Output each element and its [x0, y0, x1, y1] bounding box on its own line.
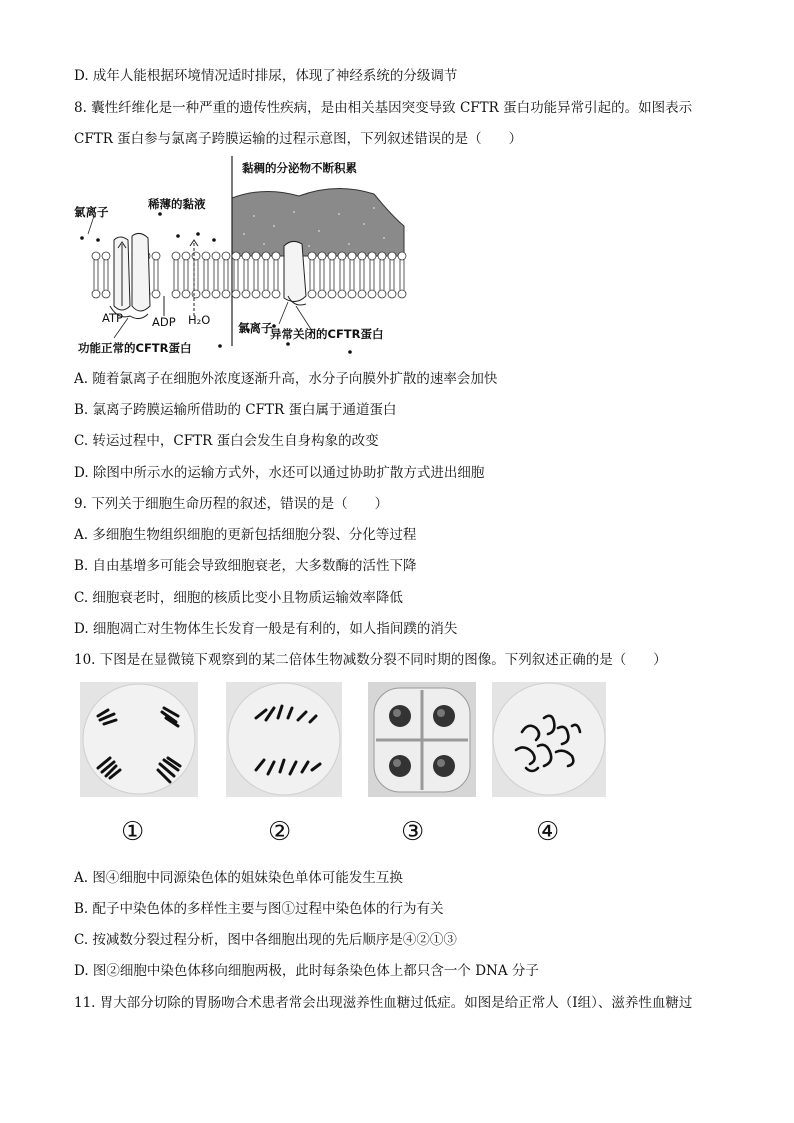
q10-option-b: B. 配子中染色体的多样性主要与图①过程中染色体的行为有关	[74, 901, 444, 917]
q10-option-a: A. 图④细胞中同源染色体的姐妹染色单体可能发生互换	[74, 870, 403, 886]
q10-option-c: C. 按减数分裂过程分析，图中各细胞出现的先后顺序是④②①③	[74, 932, 457, 948]
h2o-label: H₂O	[188, 313, 211, 327]
q8-option-a: A. 随着氯离子在细胞外浓度逐渐升高，水分子向膜外扩散的速率会加快	[74, 371, 498, 387]
micrograph-3	[368, 682, 476, 797]
micrograph-1	[80, 682, 198, 797]
abnormal-cftr-protein	[284, 241, 306, 305]
q10-option-d: D. 图②细胞中染色体移向细胞两极，此时每条染色体上都只含一个 DNA 分子	[74, 963, 539, 979]
normal-cftr-label: 功能正常的CFTR蛋白	[78, 341, 192, 355]
figure-label-1: ①	[121, 817, 145, 847]
thick-mucus-region	[232, 188, 404, 256]
q9-option-c: C. 细胞衰老时，细胞的核质比变小且物质运输效率降低	[74, 590, 403, 606]
q7-option-d: D. 成年人能根据环境情况适时排尿，体现了神经系统的分级调节	[74, 68, 458, 84]
chloride-label-bottom: 氯离子	[238, 321, 273, 335]
thin-mucus-label: 稀薄的黏液	[148, 197, 206, 211]
q9-option-d: D. 细胞凋亡对生物体生长发育一般是有利的，如人指间蹼的消失	[74, 621, 458, 637]
q8-stem-line1: 8. 囊性纤维化是一种严重的遗传性疾病，是由相关基因突变导致 CFTR 蛋白功能异常引起的。如图表示	[74, 100, 693, 116]
figure-label-4: ④	[536, 817, 560, 847]
mucus-label: 黏稠的分泌物不断积累	[242, 161, 357, 175]
figure-label-3: ③	[401, 817, 425, 847]
q8-stem-line2: CFTR 蛋白参与氯离子跨膜运输的过程示意图，下列叙述错误的是（ ）	[74, 131, 523, 147]
adp-label: ADP	[152, 315, 176, 329]
atp-label: ATP	[102, 311, 123, 325]
micrograph-2	[226, 682, 342, 797]
q11-stem: 11. 胃大部分切除的胃肠吻合术患者常会出现滋养性血糖过低症。如图是给正常人（Ⅰ组）、滋养性血糖过	[74, 995, 693, 1011]
figure-label-2: ②	[268, 817, 292, 847]
q8-option-b: B. 氯离子跨膜运输所借助的 CFTR 蛋白属于通道蛋白	[74, 402, 397, 418]
q8-option-d: D. 除图中所示水的运输方式外，水还可以通过协助扩散方式进出细胞	[74, 465, 485, 481]
q8-option-c: C. 转运过程中，CFTR 蛋白会发生自身构象的改变	[74, 433, 379, 449]
micrograph-4	[492, 682, 606, 797]
chloride-label-top: 氯离子	[74, 205, 109, 219]
normal-cftr-protein	[110, 233, 150, 318]
cftr-diagram	[74, 156, 434, 362]
q9-option-b: B. 自由基增多可能会导致细胞衰老，大多数酶的活性下降	[74, 558, 417, 574]
q9-option-a: A. 多细胞生物组织细胞的更新包括细胞分裂、分化等过程	[74, 527, 417, 543]
q10-stem: 10. 下图是在显微镜下观察到的某二倍体生物减数分裂不同时期的图像。下列叙述正确的是（ ）	[74, 652, 667, 668]
abnormal-cftr-label: 异常关闭的CFTR蛋白	[270, 327, 384, 341]
q9-stem: 9. 下列关于细胞生命历程的叙述，错误的是（ ）	[74, 496, 389, 512]
